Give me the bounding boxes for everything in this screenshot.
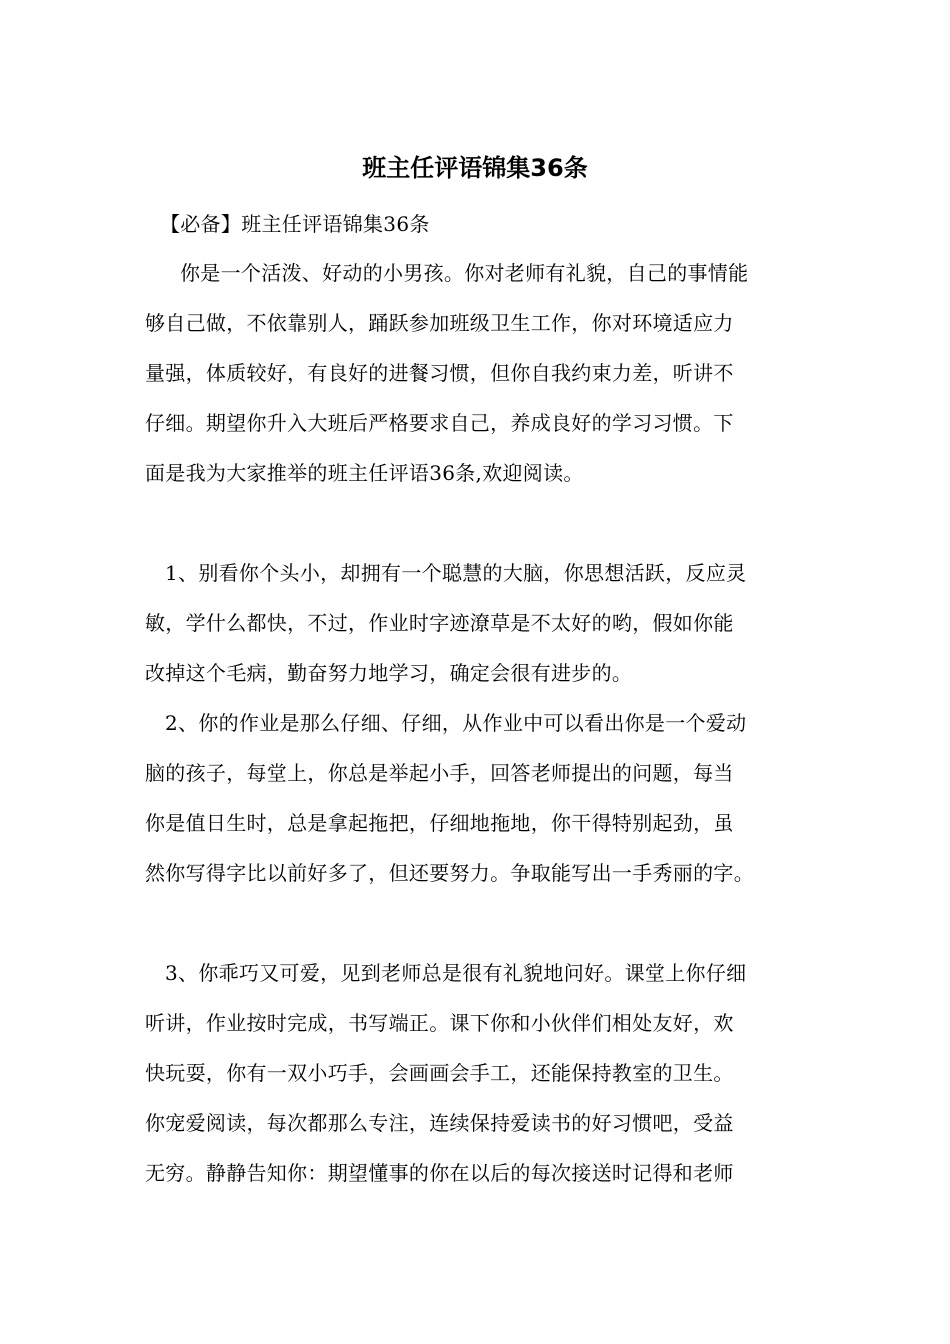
item2-line-2: 脑的孩子，每堂上，你总是举起小手，回答老师提出的问题，每当	[145, 761, 734, 785]
item3-line-3: 快玩耍，你有一双小巧手，会画画会手工，还能保持教室的卫生。	[145, 1061, 734, 1085]
item1-line-2: 敏，学什么都快，不过，作业时字迹潦草是不太好的哟，假如你能	[145, 611, 734, 635]
intro-line-5: 面是我为大家推举的班主任评语36条,欢迎阅读。	[145, 461, 584, 485]
item3-line-1: 3、你乖巧又可爱，见到老师总是很有礼貌地问好。课堂上你仔细	[165, 961, 747, 985]
intro-line-2: 够自己做，不依靠别人，踊跃参加班级卫生工作，你对环境适应力	[145, 311, 734, 335]
item2-line-3: 你是值日生时，总是拿起拖把，仔细地拖地，你干得特别起劲，虽	[145, 811, 734, 835]
item3-line-4: 你宠爱阅读，每次都那么专注，连续保持爱读书的好习惯吧，受益	[145, 1111, 734, 1135]
item3-line-2: 听讲，作业按时完成，书写端正。课下你和小伙伴们相处友好，欢	[145, 1011, 734, 1035]
item1-line-3: 改掉这个毛病，勤奋努力地学习，确定会很有进步的。	[145, 661, 633, 685]
document-subtitle: 【必备】班主任评语锦集36条	[160, 212, 430, 236]
intro-line-1: 你是一个活泼、好动的小男孩。你对老师有礼貌，自己的事情能	[180, 261, 749, 285]
item2-line-4: 然你写得字比以前好多了，但还要努力。争取能写出一手秀丽的字。	[145, 861, 754, 885]
item2-line-1: 2、你的作业是那么仔细、仔细，从作业中可以看出你是一个爱动	[165, 711, 747, 735]
document-title: 班主任评语锦集36条	[362, 154, 588, 182]
item1-line-1: 1、别看你个头小，却拥有一个聪慧的大脑，你思想活跃，反应灵	[165, 561, 747, 585]
item3-line-5: 无穷。静静告知你：期望懂事的你在以后的每次接送时记得和老师	[145, 1161, 734, 1185]
intro-line-3: 量强，体质较好，有良好的进餐习惯，但你自我约束力差，听讲不	[145, 361, 734, 385]
intro-line-4: 仔细。期望你升入大班后严格要求自己，养成良好的学习习惯。下	[145, 411, 734, 435]
